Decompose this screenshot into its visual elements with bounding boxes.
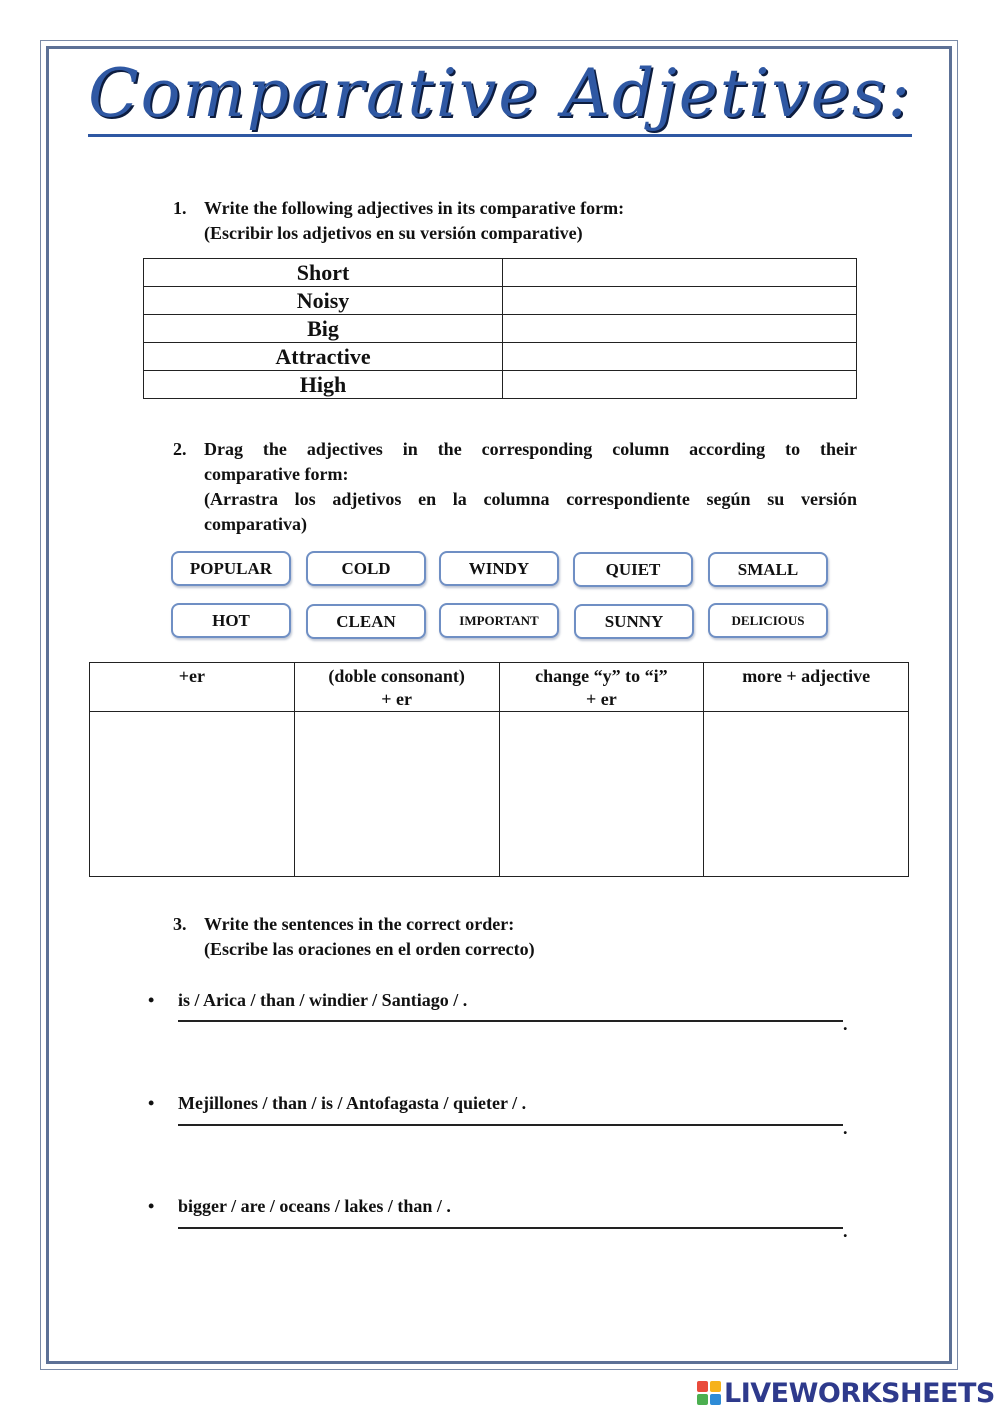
chip-sunny[interactable]: SUNNY bbox=[574, 604, 694, 639]
chip-delicious[interactable]: DELICIOUS bbox=[708, 603, 828, 638]
column-header-more: more + adjective bbox=[704, 663, 909, 712]
table-row bbox=[144, 259, 857, 287]
drop-zone-y-to-i[interactable] bbox=[499, 712, 704, 877]
question-3-translation: (Escribe las oraciones en el orden correcto) bbox=[204, 939, 535, 959]
chip-popular[interactable]: POPULAR bbox=[171, 551, 291, 586]
logo-square bbox=[697, 1381, 708, 1392]
column-header-er: +er bbox=[90, 663, 295, 712]
drop-zone-er[interactable] bbox=[90, 712, 295, 877]
question-1-number: 1. bbox=[173, 198, 187, 218]
question-2-instruction: Drag the adjectives in the corresponding column according to their bbox=[204, 439, 857, 459]
table-row bbox=[144, 287, 857, 315]
logo-grid-icon bbox=[697, 1381, 721, 1405]
question-3-instruction: Write the sentences in the correct order: bbox=[204, 914, 515, 934]
question-1 bbox=[173, 196, 873, 246]
chip-small[interactable]: SMALL bbox=[708, 552, 828, 587]
scrambled-sentence: Mejillones / than / is / Antofagasta / quieter / . bbox=[178, 1093, 527, 1113]
adjective-cell: Big bbox=[144, 315, 503, 343]
answer-cell[interactable] bbox=[503, 343, 857, 371]
question-3-number: 3. bbox=[173, 914, 187, 934]
sorting-drop-row bbox=[90, 712, 909, 877]
question-3 bbox=[173, 912, 873, 962]
answer-cell[interactable] bbox=[503, 315, 857, 343]
scrambled-sentence: is / Arica / than / windier / Santiago / . bbox=[178, 990, 468, 1010]
line-end-period: . bbox=[843, 1221, 848, 1241]
line-end-period: . bbox=[843, 1014, 848, 1034]
chip-hot[interactable]: HOT bbox=[171, 603, 291, 638]
logo-square bbox=[697, 1394, 708, 1405]
answer-line[interactable] bbox=[178, 1227, 843, 1229]
logo-square bbox=[710, 1381, 721, 1392]
bullet-icon: • bbox=[148, 990, 155, 1010]
chip-cold[interactable]: COLD bbox=[306, 551, 426, 586]
brand-name: LIVEWORKSHEETS bbox=[724, 1377, 995, 1409]
question-2-translation-cont: comparativa) bbox=[204, 514, 307, 534]
drop-zone-more[interactable] bbox=[704, 712, 909, 877]
question-1-instruction: Write the following adjectives in its comparative form: bbox=[204, 198, 625, 218]
chip-important[interactable]: IMPORTANT bbox=[439, 603, 559, 638]
question-1-translation: (Escribir los adjetivos en su versión comparative) bbox=[204, 223, 583, 243]
comparative-form-table bbox=[143, 258, 857, 399]
table-row bbox=[144, 315, 857, 343]
chip-clean[interactable]: CLEAN bbox=[306, 604, 426, 639]
question-2-number: 2. bbox=[173, 439, 187, 459]
sorting-header-row bbox=[90, 663, 909, 712]
line-end-period: . bbox=[843, 1118, 848, 1138]
column-header-y-to-i: change “y” to “i” + er bbox=[499, 663, 704, 712]
worksheet-title: Comparative Adjetives: bbox=[0, 55, 1000, 132]
answer-cell[interactable] bbox=[503, 287, 857, 315]
chip-quiet[interactable]: QUIET bbox=[573, 552, 693, 587]
bullet-icon: • bbox=[148, 1196, 155, 1216]
question-2 bbox=[173, 437, 857, 537]
adjective-cell: Short bbox=[144, 259, 503, 287]
question-2-translation: (Arrastra los adjetivos en la columna correspondiente según su versión bbox=[204, 489, 857, 509]
sorting-table bbox=[89, 662, 909, 877]
table-row bbox=[144, 371, 857, 399]
liveworksheets-logo bbox=[697, 1377, 995, 1409]
table-row bbox=[144, 343, 857, 371]
answer-line[interactable] bbox=[178, 1124, 843, 1126]
adjective-cell: Attractive bbox=[144, 343, 503, 371]
answer-cell[interactable] bbox=[503, 371, 857, 399]
adjective-cell: Noisy bbox=[144, 287, 503, 315]
answer-cell[interactable] bbox=[503, 259, 857, 287]
scrambled-sentence: bigger / are / oceans / lakes / than / . bbox=[178, 1196, 451, 1216]
drop-zone-double-consonant[interactable] bbox=[294, 712, 499, 877]
answer-line[interactable] bbox=[178, 1020, 843, 1022]
adjective-cell: High bbox=[144, 371, 503, 399]
logo-square bbox=[710, 1394, 721, 1405]
question-2-instruction-cont: comparative form: bbox=[204, 464, 349, 484]
bullet-icon: • bbox=[148, 1093, 155, 1113]
chip-windy[interactable]: WINDY bbox=[439, 551, 559, 586]
column-header-double-consonant: (doble consonant) + er bbox=[294, 663, 499, 712]
